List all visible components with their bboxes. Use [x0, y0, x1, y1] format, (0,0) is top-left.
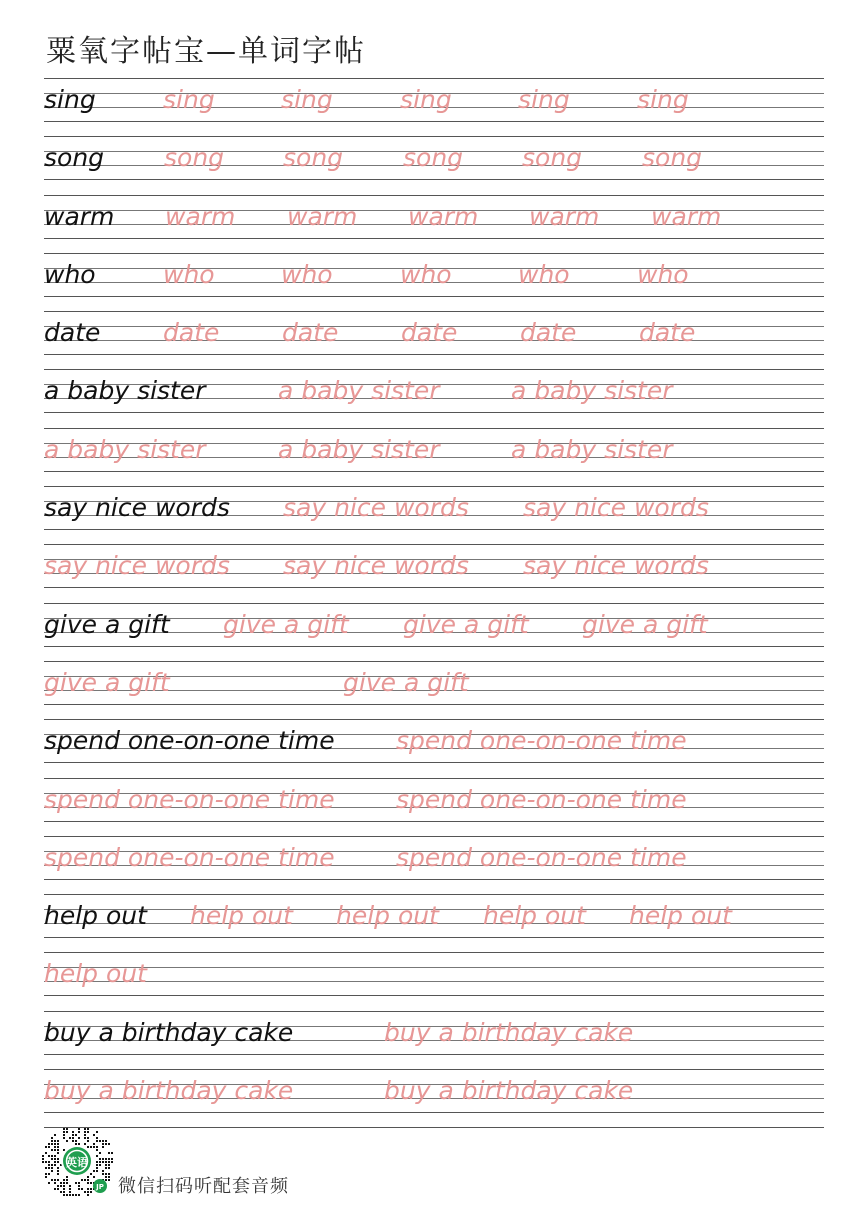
model-word: spend one-on-one time — [44, 726, 335, 756]
model-word: give a gift — [44, 609, 170, 639]
ruling-line — [44, 981, 824, 982]
trace-word: help out — [44, 959, 147, 989]
ruling-line — [44, 369, 824, 370]
ruling-line — [44, 646, 824, 647]
ruling-line — [44, 412, 824, 413]
trace-word: sing — [637, 85, 689, 114]
ruling-line — [44, 836, 824, 837]
practice-row — [44, 253, 824, 311]
ruling-line — [44, 195, 824, 196]
ruling-line — [44, 719, 824, 720]
trace-word: song — [283, 143, 344, 173]
trace-word: give a gift — [582, 609, 708, 639]
trace-word: help out — [483, 901, 586, 931]
ruling-line — [44, 704, 824, 705]
trace-word: spend one-on-one time — [396, 726, 687, 756]
page-title: 粟氧字帖宝—单词字帖 — [46, 34, 366, 69]
trace-word: warm — [529, 201, 600, 231]
trace-word: date — [401, 318, 458, 348]
trace-word: a baby sister — [278, 434, 440, 464]
trace-word: give a gift — [44, 667, 170, 697]
qr-corner-label: JP — [96, 1183, 104, 1191]
model-word: help out — [44, 901, 147, 931]
ruling-line — [44, 894, 824, 895]
qr-badge-label: 英语 — [66, 1156, 88, 1169]
trace-word: spend one-on-one time — [396, 842, 687, 872]
ruling-line — [44, 136, 824, 137]
practice-row — [44, 952, 824, 1010]
model-word: warm — [44, 201, 115, 231]
trace-word: song — [522, 143, 583, 173]
trace-word: date — [520, 318, 577, 348]
model-word: sing — [44, 85, 96, 114]
trace-word: song — [164, 143, 225, 173]
ruling-line — [44, 952, 824, 953]
trace-word: spend one-on-one time — [44, 842, 335, 872]
trace-word: warm — [651, 201, 722, 231]
ruling-line — [44, 121, 824, 122]
practice-row — [44, 78, 824, 136]
trace-word: say nice words — [44, 551, 230, 581]
trace-word: sing — [163, 85, 215, 114]
ruling-line — [44, 354, 824, 355]
practice-row — [44, 778, 824, 836]
practice-row — [44, 136, 824, 194]
trace-word: give a gift — [223, 609, 349, 639]
trace-word: date — [639, 318, 696, 348]
ruling-line — [44, 967, 824, 968]
trace-word: give a gift — [343, 667, 469, 697]
ruling-line — [44, 937, 824, 938]
trace-word: give a gift — [403, 609, 529, 639]
ruling-line — [44, 762, 824, 763]
ruling-line — [44, 778, 824, 779]
practice-row — [44, 836, 824, 894]
trace-word: who — [163, 259, 215, 289]
trace-word: a baby sister — [511, 376, 673, 406]
trace-word: say nice words — [283, 493, 469, 523]
practice-row — [44, 195, 824, 253]
trace-word: who — [281, 259, 333, 289]
practice-row — [44, 369, 824, 427]
trace-word: a baby sister — [278, 376, 440, 406]
practice-row — [44, 719, 824, 777]
practice-row — [44, 894, 824, 952]
trace-word: buy a birthday cake — [44, 1076, 294, 1106]
trace-word: spend one-on-one time — [396, 784, 687, 814]
ruling-line — [44, 995, 824, 996]
trace-word: warm — [408, 201, 479, 231]
ruling-line — [44, 544, 824, 545]
practice-row — [44, 1011, 824, 1069]
ruling-line — [44, 253, 824, 254]
trace-word: help out — [629, 901, 732, 931]
ruling-line — [44, 486, 824, 487]
ruling-line — [44, 603, 824, 604]
trace-word: date — [282, 318, 339, 348]
practice-row — [44, 603, 824, 661]
ruling-line — [44, 587, 824, 588]
ruling-line — [44, 311, 824, 312]
practice-row — [44, 486, 824, 544]
model-word: who — [44, 259, 96, 289]
ruling-line — [44, 238, 824, 239]
ruling-line — [44, 179, 824, 180]
model-word: say nice words — [44, 493, 230, 523]
ruling-line — [44, 471, 824, 472]
practice-row — [44, 311, 824, 369]
trace-word: spend one-on-one time — [44, 784, 335, 814]
model-word: song — [44, 143, 105, 173]
handwriting-practice-sheet — [44, 78, 824, 1128]
model-word: a baby sister — [44, 376, 206, 406]
trace-word: help out — [190, 901, 293, 931]
trace-word: date — [163, 318, 220, 348]
trace-word: buy a birthday cake — [384, 1076, 634, 1106]
ruling-line — [44, 1112, 824, 1113]
practice-row — [44, 661, 824, 719]
practice-row — [44, 544, 824, 602]
ruling-line — [44, 428, 824, 429]
trace-word: say nice words — [523, 493, 709, 523]
trace-word: buy a birthday cake — [384, 1017, 634, 1047]
trace-word: a baby sister — [44, 434, 206, 464]
audio-footer — [40, 1126, 460, 1206]
ruling-line — [44, 879, 824, 880]
ruling-line — [44, 1069, 824, 1070]
trace-word: song — [642, 143, 703, 173]
footer-caption: 微信扫码听配套音频 — [118, 1176, 289, 1197]
trace-word: who — [400, 259, 452, 289]
trace-word: who — [637, 259, 689, 289]
ruling-line — [44, 1054, 824, 1055]
model-word: buy a birthday cake — [44, 1017, 294, 1047]
ruling-line — [44, 1011, 824, 1012]
trace-word: song — [403, 143, 464, 173]
trace-word: warm — [287, 201, 358, 231]
trace-word: warm — [165, 201, 236, 231]
qr-code-icon[interactable] — [40, 1126, 114, 1200]
trace-word: say nice words — [523, 551, 709, 581]
trace-word: who — [518, 259, 570, 289]
trace-word: a baby sister — [511, 434, 673, 464]
trace-word: help out — [336, 901, 439, 931]
ruling-line — [44, 661, 824, 662]
trace-word: sing — [281, 85, 333, 114]
ruling-line — [44, 296, 824, 297]
ruling-line — [44, 529, 824, 530]
practice-row — [44, 428, 824, 486]
trace-word: say nice words — [283, 551, 469, 581]
trace-word: sing — [518, 85, 570, 114]
trace-word: sing — [400, 85, 452, 114]
model-word: date — [44, 318, 101, 348]
ruling-line — [44, 821, 824, 822]
ruling-line — [44, 78, 824, 79]
practice-row — [44, 1069, 824, 1127]
